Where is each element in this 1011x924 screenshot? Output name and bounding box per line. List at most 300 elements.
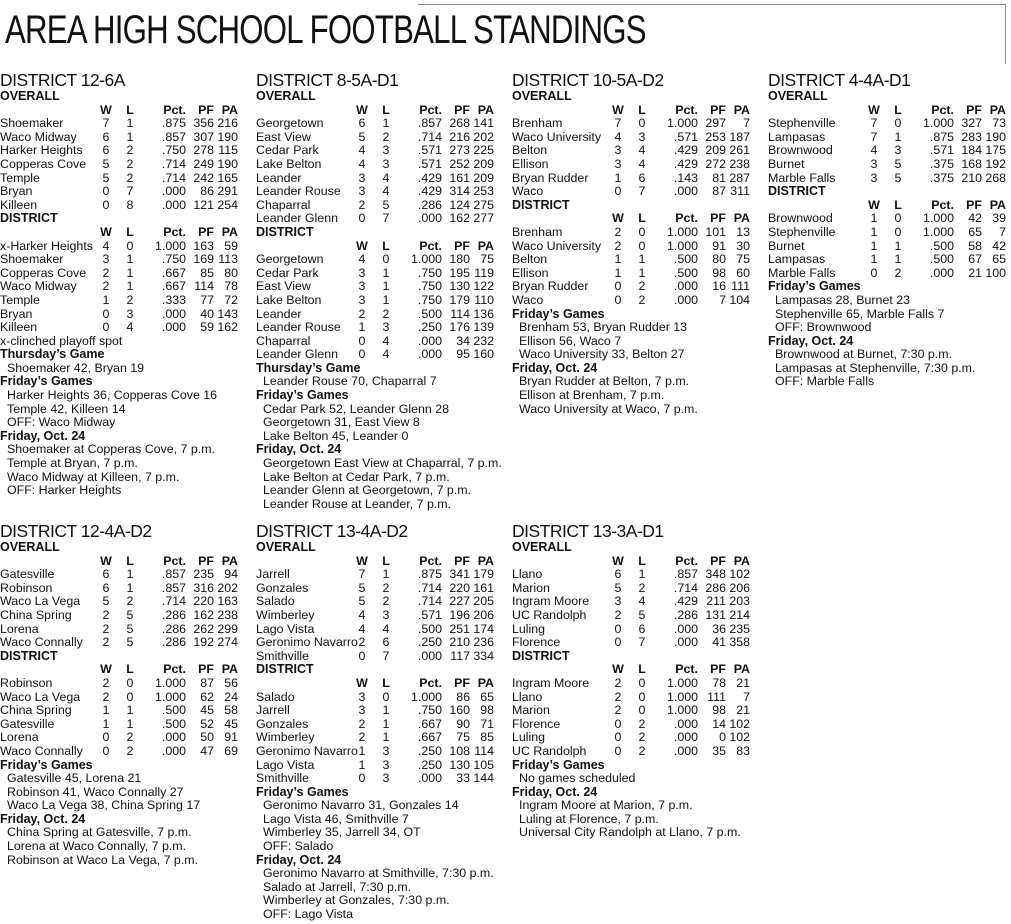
wins: 5 (614, 580, 622, 595)
points-for: 131 (705, 607, 726, 622)
table-row (512, 144, 752, 158)
game-result: Brownwood at Burnet, 7:30 p.m. (775, 347, 953, 362)
team-header (0, 663, 94, 677)
table-header-row (768, 104, 1008, 118)
wins: 1 (358, 320, 366, 335)
game-result: Lampasas 28, Burnet 23 (775, 292, 911, 307)
wins: 3 (358, 292, 366, 307)
team-name: Florence (512, 635, 561, 650)
win-pct: .857 (161, 567, 186, 582)
footnote: x-clinched playoff spot (0, 333, 123, 348)
points-against: 111 (731, 279, 750, 294)
team-name: Smithville (256, 771, 310, 786)
losses: 1 (126, 116, 134, 131)
win-pct: .250 (417, 743, 442, 758)
points-against: 13 (736, 224, 750, 239)
team-name: Llano (512, 567, 543, 582)
game-result: Stephenville 65, Marble Falls 7 (775, 306, 945, 321)
wins: 2 (102, 621, 110, 636)
wins: 1 (358, 757, 366, 772)
losses: 2 (126, 730, 134, 745)
table-row (512, 240, 752, 254)
wins: 5 (102, 156, 110, 171)
table-header-row (256, 677, 496, 691)
pct-header: Pct. (419, 102, 442, 117)
points-for: 21 (968, 265, 982, 280)
wins: 0 (614, 716, 622, 731)
losses: 3 (382, 143, 390, 158)
team-name: East View (256, 129, 311, 144)
losses: 4 (382, 333, 390, 348)
table-row (512, 185, 752, 199)
wins: 2 (358, 306, 366, 321)
team-name: Wimberley (256, 607, 315, 622)
win-pct: .375 (929, 170, 954, 185)
wins: 0 (358, 347, 366, 362)
table-header-row (256, 240, 496, 254)
game-result: Lake Belton at Cedar Park, 7 p.m. (263, 469, 450, 484)
game-result: Waco Midway at Killeen, 7 p.m. (7, 469, 180, 484)
wins: 0 (102, 197, 110, 212)
losses: 1 (894, 238, 902, 253)
losses: 2 (638, 716, 646, 731)
game-result: Ingram Moore at Marion, 7 p.m. (519, 798, 693, 813)
table-row (256, 609, 496, 623)
losses: 1 (638, 265, 646, 280)
points-for: 98 (712, 703, 726, 718)
table-row (512, 294, 752, 308)
losses: 1 (126, 716, 134, 731)
wins: 5 (358, 580, 366, 595)
team-header (512, 663, 606, 677)
win-pct: .000 (673, 292, 698, 307)
wins: 1 (870, 252, 878, 267)
wins: 0 (102, 730, 110, 745)
losses: 2 (382, 306, 390, 321)
points-against: 69 (224, 743, 238, 758)
win-pct: .000 (161, 306, 186, 321)
schedule-heading: Friday, Oct. 24 (256, 852, 342, 867)
win-pct: .000 (161, 730, 186, 745)
wins: 2 (614, 607, 622, 622)
team-name: Harker Heights (0, 143, 83, 158)
points-against: 21 (736, 703, 750, 718)
table-row (256, 212, 496, 226)
points-for: 35 (712, 743, 726, 758)
points-against: 65 (480, 689, 494, 704)
schedule-heading: Friday’s Games (512, 306, 605, 321)
points-against: 268 (985, 170, 1006, 185)
team-name: Georgetown (256, 116, 324, 131)
table-row (256, 582, 496, 596)
losses: 1 (126, 279, 134, 294)
table-row (256, 308, 496, 322)
table-row (256, 158, 496, 172)
team-name: Florence (512, 716, 561, 731)
points-for: 98 (712, 265, 726, 280)
losses: 0 (894, 211, 902, 226)
team-name: Bryan (0, 184, 33, 199)
win-pct: 1.000 (666, 703, 698, 718)
team-name: Belton (512, 252, 548, 267)
losses: 0 (126, 238, 134, 253)
points-for: 168 (961, 156, 982, 171)
points-for: 45 (200, 703, 214, 718)
game-result: Bryan Rudder at Belton, 7 p.m. (519, 374, 690, 389)
team-name: Waco Midway (0, 279, 77, 294)
game-result: Waco University at Waco, 7 p.m. (519, 401, 698, 416)
game-result: Georgetown 31, East View 8 (263, 415, 420, 430)
table-row (256, 172, 496, 186)
wins: 5 (102, 170, 110, 185)
standings-table (0, 226, 240, 335)
table-row (256, 199, 496, 213)
game-result: OFF: Lago Vista (263, 907, 353, 922)
losses: 0 (638, 224, 646, 239)
table-row (512, 704, 752, 718)
table-row (0, 280, 240, 294)
points-against: 202 (217, 580, 238, 595)
team-name: Jarrell (256, 703, 290, 718)
team-name: Bryan Rudder (512, 279, 589, 294)
pct-header: Pct. (931, 102, 954, 117)
win-pct: .667 (161, 279, 186, 294)
points-for: 95 (456, 347, 470, 362)
team-name: Ellison (512, 156, 549, 171)
table-row (512, 582, 752, 596)
team-name: Burnet (768, 156, 805, 171)
standings-table (0, 663, 240, 758)
win-pct: .714 (417, 129, 442, 144)
wins: 0 (614, 184, 622, 199)
wins-header: W (356, 675, 368, 690)
losses: 1 (894, 129, 902, 144)
win-pct: 1.000 (666, 238, 698, 253)
losses: 7 (638, 184, 646, 199)
district-title: DISTRICT 10-5A-D2 (512, 70, 664, 90)
game-result: Wimberley 35, Jarrell 34, OT (263, 825, 421, 840)
win-pct: .286 (673, 607, 698, 622)
standings-table (0, 104, 240, 213)
losses: 5 (894, 156, 902, 171)
team-name: East View (256, 279, 311, 294)
points-against: 24 (224, 689, 238, 704)
team-name: UC Randolph (512, 743, 587, 758)
team-name: Lago Vista (256, 757, 315, 772)
losses: 1 (382, 703, 390, 718)
win-pct: .750 (417, 703, 442, 718)
wins: 5 (358, 129, 366, 144)
team-name: Geronimo Navarro (256, 743, 358, 758)
points-against: 110 (474, 292, 494, 307)
schedule-heading: Friday’s Games (0, 374, 93, 389)
points-against: 75 (736, 252, 750, 267)
team-name: Waco Midway (0, 129, 77, 144)
points-for-header: PF (198, 224, 214, 239)
team-name: Stephenville (768, 116, 836, 131)
table-row (256, 650, 496, 664)
wins: 2 (102, 675, 110, 690)
points-against: 274 (217, 635, 238, 650)
team-name: Robinson (0, 580, 53, 595)
points-for: 90 (456, 716, 470, 731)
win-pct: .286 (161, 635, 186, 650)
wins: 2 (102, 279, 110, 294)
win-pct: 1.000 (666, 116, 698, 131)
losses-header: L (894, 197, 902, 212)
district-heading: DISTRICT (256, 224, 314, 239)
losses: 2 (894, 265, 902, 280)
standings-table (512, 555, 752, 650)
points-against: 275 (473, 197, 494, 212)
wins-header: W (612, 662, 624, 677)
points-for: 316 (193, 580, 214, 595)
table-row (0, 267, 240, 281)
table-header-row (512, 555, 752, 569)
team-name: Lampasas (768, 129, 826, 144)
points-against: 42 (992, 238, 1006, 253)
wins: 1 (870, 211, 878, 226)
win-pct: .000 (673, 716, 698, 731)
points-for: 176 (449, 320, 470, 335)
win-pct: .667 (417, 730, 442, 745)
points-for: 162 (193, 607, 214, 622)
win-pct: .000 (417, 211, 442, 226)
points-against: 206 (729, 580, 750, 595)
team-header (0, 104, 94, 118)
schedule-heading: Friday’s Games (256, 784, 349, 799)
team-header (768, 104, 862, 118)
losses: 1 (382, 116, 390, 131)
table-row (0, 158, 240, 172)
points-for: 42 (968, 211, 982, 226)
team-name: Bryan Rudder (512, 170, 589, 185)
standings-table (256, 104, 496, 226)
pct-header: Pct. (675, 662, 698, 677)
points-for: 40 (200, 306, 214, 321)
game-result: Wimberley at Gonzales, 7:30 p.m. (263, 893, 450, 908)
game-result: Universal City Randolph at Llano, 7 p.m. (519, 825, 741, 840)
points-against: 119 (474, 265, 494, 280)
losses-header: L (638, 211, 646, 226)
losses: 0 (638, 238, 646, 253)
points-against-header: PA (989, 197, 1006, 212)
team-name: Waco La Vega (0, 689, 81, 704)
wins: 2 (614, 675, 622, 690)
table-row (512, 595, 752, 609)
points-for: 162 (449, 211, 470, 226)
wins: 4 (870, 143, 878, 158)
table-row (256, 731, 496, 745)
wins-header: W (356, 102, 368, 117)
table-row (768, 131, 1008, 145)
table-row (0, 185, 240, 199)
wins: 4 (358, 143, 366, 158)
points-for: 169 (193, 252, 214, 267)
points-against-header: PA (733, 662, 750, 677)
points-against: 139 (473, 320, 494, 335)
team-header (768, 199, 862, 213)
schedule-heading: Friday’s Games (256, 388, 349, 403)
game-result: OFF: Harker Heights (7, 483, 122, 498)
table-row (256, 772, 496, 786)
game-result: No games scheduled (519, 771, 636, 786)
losses: 0 (638, 675, 646, 690)
points-against-header: PA (733, 211, 750, 226)
losses: 2 (126, 143, 134, 158)
table-header-row (512, 663, 752, 677)
losses: 2 (126, 156, 134, 171)
points-against: 94 (224, 567, 238, 582)
schedule-heading: Friday, Oct. 24 (0, 811, 86, 826)
win-pct: .714 (161, 170, 186, 185)
table-row (256, 691, 496, 705)
points-against: 165 (217, 170, 238, 185)
losses-header: L (126, 553, 134, 568)
game-result: OFF: Waco Midway (7, 415, 116, 430)
schedule-heading: Friday, Oct. 24 (768, 333, 854, 348)
wins: 1 (614, 170, 622, 185)
points-for: 327 (961, 116, 982, 131)
losses: 3 (382, 607, 390, 622)
points-against-header: PA (989, 102, 1006, 117)
team-name: Shoemaker (0, 252, 64, 267)
losses: 2 (638, 743, 646, 758)
overall-heading: OVERALL (512, 89, 572, 103)
district-heading: DISTRICT (512, 648, 570, 663)
wins: 4 (102, 238, 110, 253)
standings-table (512, 104, 752, 199)
team-name: Marion (512, 580, 550, 595)
losses-header: L (638, 102, 646, 117)
points-against: 161 (473, 580, 494, 595)
points-against: 72 (224, 292, 238, 307)
team-name: Gonzales (256, 580, 309, 595)
points-against: 311 (730, 184, 750, 199)
points-against: 60 (736, 265, 750, 280)
overall-heading: OVERALL (256, 540, 316, 554)
win-pct: .429 (417, 170, 442, 185)
team-name: Gatesville (0, 716, 55, 731)
win-pct: .667 (161, 265, 186, 280)
wins: 6 (358, 116, 366, 131)
team-name: Salado (256, 594, 295, 609)
team-name: Luling (512, 621, 546, 636)
points-against: 190 (985, 129, 1006, 144)
table-row (512, 172, 752, 186)
points-against: 102 (729, 567, 750, 582)
table-row (256, 595, 496, 609)
losses: 1 (382, 716, 390, 731)
losses: 0 (126, 689, 134, 704)
points-against: 141 (473, 116, 494, 131)
points-against: 190 (217, 156, 238, 171)
win-pct: .500 (417, 621, 442, 636)
wins: 2 (358, 730, 366, 745)
points-against: 206 (473, 607, 494, 622)
standings-table (512, 212, 752, 307)
win-pct: .500 (161, 716, 186, 731)
win-pct: .500 (673, 265, 698, 280)
team-header (512, 104, 606, 118)
losses: 6 (638, 170, 646, 185)
points-for: 160 (449, 703, 470, 718)
team-header (256, 555, 350, 569)
table-row (256, 348, 496, 362)
points-for: 117 (450, 648, 470, 663)
table-row (256, 704, 496, 718)
win-pct: .750 (161, 252, 186, 267)
points-against: 232 (473, 333, 494, 348)
wins: 3 (358, 265, 366, 280)
wins: 0 (614, 279, 622, 294)
points-for: 314 (449, 184, 470, 199)
points-for: 235 (193, 567, 214, 582)
win-pct: 1.000 (666, 689, 698, 704)
table-row (768, 267, 1008, 281)
wins: 6 (102, 567, 110, 582)
table-row (0, 609, 240, 623)
losses-header: L (126, 224, 134, 239)
team-name: UC Randolph (512, 607, 587, 622)
points-for: 297 (705, 116, 726, 131)
table-header-row (768, 199, 1008, 213)
standings-table (256, 240, 496, 362)
team-name: Wimberley (256, 730, 315, 745)
table-row (256, 253, 496, 267)
points-for: 209 (705, 143, 726, 158)
points-against: 216 (217, 116, 238, 131)
team-name: Gatesville (0, 567, 55, 582)
points-for: 216 (449, 129, 470, 144)
win-pct: 1.000 (410, 252, 442, 267)
points-against: 56 (224, 675, 238, 690)
points-for: 210 (449, 635, 470, 650)
win-pct: .667 (417, 716, 442, 731)
losses: 4 (126, 320, 134, 335)
game-result: OFF: Salado (263, 839, 334, 854)
team-name: Waco (512, 292, 544, 307)
table-row (256, 623, 496, 637)
game-result: Waco University 33, Belton 27 (519, 347, 685, 362)
points-against: 91 (224, 730, 238, 745)
table-row (256, 280, 496, 294)
wins: 1 (870, 238, 878, 253)
losses: 4 (382, 184, 390, 199)
team-name: Waco Connally (0, 743, 83, 758)
team-name: Luling (512, 730, 546, 745)
losses: 1 (638, 567, 646, 582)
points-against: 71 (480, 716, 494, 731)
win-pct: .500 (673, 252, 698, 267)
points-for: 268 (449, 116, 470, 131)
game-result: Gatesville 45, Lorena 21 (7, 771, 142, 786)
points-against: 287 (729, 170, 750, 185)
team-name: Killeen (0, 197, 38, 212)
team-name: Marble Falls (768, 170, 836, 185)
team-name: Chaparral (256, 333, 311, 348)
game-result: OFF: Marble Falls (775, 374, 875, 389)
losses: 2 (382, 129, 390, 144)
losses: 5 (126, 607, 134, 622)
points-for: 81 (712, 170, 726, 185)
team-name: Leander (256, 306, 302, 321)
team-name: Gonzales (256, 716, 309, 731)
table-row (0, 172, 240, 186)
wins-header: W (868, 102, 880, 117)
table-header-row (512, 104, 752, 118)
points-against: 100 (985, 265, 1006, 280)
